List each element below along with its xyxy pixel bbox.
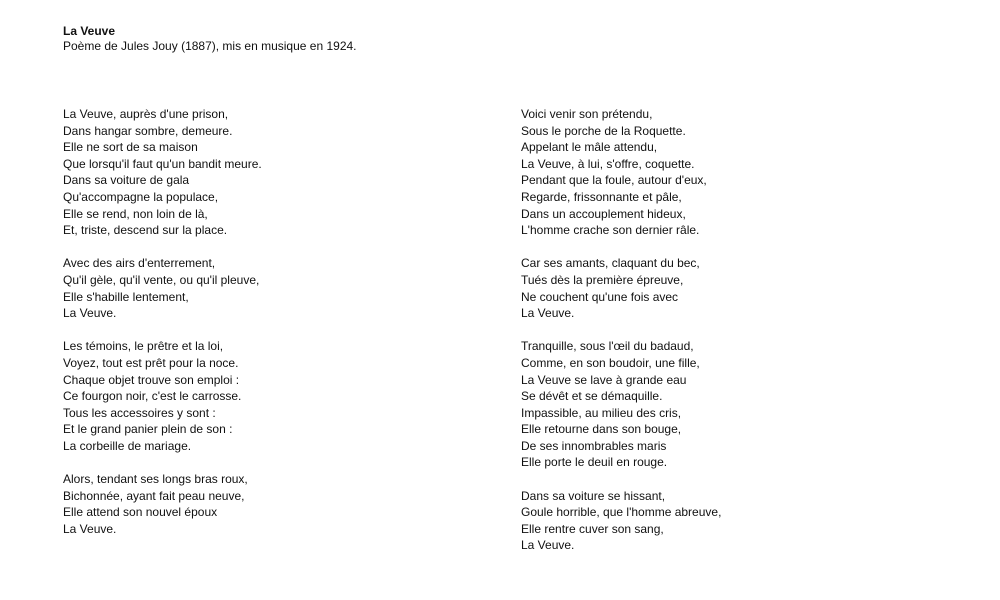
verse-line: Dans hangar sombre, demeure. bbox=[63, 123, 233, 138]
verse-line: Qu'il gèle, qu'il vente, ou qu'il pleuve, bbox=[63, 272, 260, 287]
verse-line: Ne couchent qu'une fois avec bbox=[521, 289, 679, 304]
verse-line: Se dévêt et se démaquille. bbox=[521, 389, 663, 404]
right-column bbox=[521, 106, 921, 571]
verse-line: Tués dès la première épreuve, bbox=[521, 272, 684, 287]
verse-line: Elle attend son nouvel époux bbox=[63, 505, 218, 520]
verse-line: La Veuve. bbox=[521, 538, 575, 553]
verse-line: Qu'accompagne la populace, bbox=[63, 189, 219, 204]
verse-line: Elle porte le deuil en rouge. bbox=[521, 455, 668, 470]
stanza bbox=[63, 255, 463, 321]
stanza bbox=[521, 338, 921, 471]
verse-line: Dans sa voiture se hissant, bbox=[521, 488, 666, 503]
verse-line: Dans sa voiture de gala bbox=[63, 173, 190, 188]
verse-line: La Veuve. bbox=[63, 306, 117, 321]
document-header bbox=[63, 24, 357, 54]
verse-line: Dans un accouplement hideux, bbox=[521, 206, 686, 221]
stanza bbox=[521, 255, 921, 321]
verse-line: De ses innombrables maris bbox=[521, 438, 667, 453]
verse-line: Voici venir son prétendu, bbox=[521, 107, 653, 121]
verse-line: Ce fourgon noir, c'est le carrosse. bbox=[63, 389, 242, 404]
poem-subtitle: Poème de Jules Jouy (1887), mis en musique en 1924. bbox=[63, 39, 357, 53]
verse-line: Chaque objet trouve son emploi : bbox=[63, 372, 240, 387]
verse-line: Pendant que la foule, autour d'eux, bbox=[521, 173, 707, 188]
stanza bbox=[521, 106, 921, 239]
verse-line: Elle se rend, non loin de là, bbox=[63, 206, 208, 221]
verse-line: La Veuve. bbox=[521, 306, 575, 321]
verse-line: Les témoins, le prêtre et la loi, bbox=[63, 339, 224, 354]
stanza bbox=[521, 488, 921, 554]
verse-line: Avec des airs d'enterrement, bbox=[63, 256, 216, 271]
poem-title: La Veuve bbox=[63, 24, 116, 38]
verse-line: L'homme crache son dernier râle. bbox=[521, 223, 700, 238]
verse-line: La corbeille de mariage. bbox=[63, 438, 192, 453]
verse-line: La Veuve. bbox=[63, 521, 117, 536]
verse-line: Goule horrible, que l'homme abreuve, bbox=[521, 505, 722, 520]
verse-line: Tranquille, sous l'œil du badaud, bbox=[521, 339, 694, 354]
verse-line: Tous les accessoires y sont : bbox=[63, 405, 216, 420]
verse-line: Regarde, frissonnante et pâle, bbox=[521, 189, 682, 204]
verse-line: Car ses amants, claquant du bec, bbox=[521, 256, 700, 271]
verse-line: Comme, en son boudoir, une fille, bbox=[521, 355, 700, 370]
verse-line: Et le grand panier plein de son : bbox=[63, 422, 233, 437]
stanza bbox=[63, 338, 463, 454]
stanza bbox=[63, 471, 463, 537]
stanza bbox=[63, 106, 463, 239]
verse-line: Alors, tendant ses longs bras roux, bbox=[63, 472, 248, 487]
verse-line: Impassible, au milieu des cris, bbox=[521, 405, 682, 420]
left-column bbox=[63, 106, 463, 554]
verse-line: Elle s'habille lentement, bbox=[63, 289, 189, 304]
verse-line: Que lorsqu'il faut qu'un bandit meure. bbox=[63, 156, 262, 171]
verse-line: Elle ne sort de sa maison bbox=[63, 140, 198, 155]
verse-line: Elle retourne dans son bouge, bbox=[521, 422, 682, 437]
verse-line: Bichonnée, ayant fait peau neuve, bbox=[63, 488, 245, 503]
verse-line: La Veuve, à lui, s'offre, coquette. bbox=[521, 156, 695, 171]
verse-line: Elle rentre cuver son sang, bbox=[521, 521, 664, 536]
verse-line: Voyez, tout est prêt pour la noce. bbox=[63, 355, 239, 370]
verse-line: Sous le porche de la Roquette. bbox=[521, 123, 686, 138]
verse-line: La Veuve, auprès d'une prison, bbox=[63, 107, 229, 121]
verse-line: Et, triste, descend sur la place. bbox=[63, 223, 228, 238]
verse-line: Appelant le mâle attendu, bbox=[521, 140, 658, 155]
verse-line: La Veuve se lave à grande eau bbox=[521, 372, 687, 387]
